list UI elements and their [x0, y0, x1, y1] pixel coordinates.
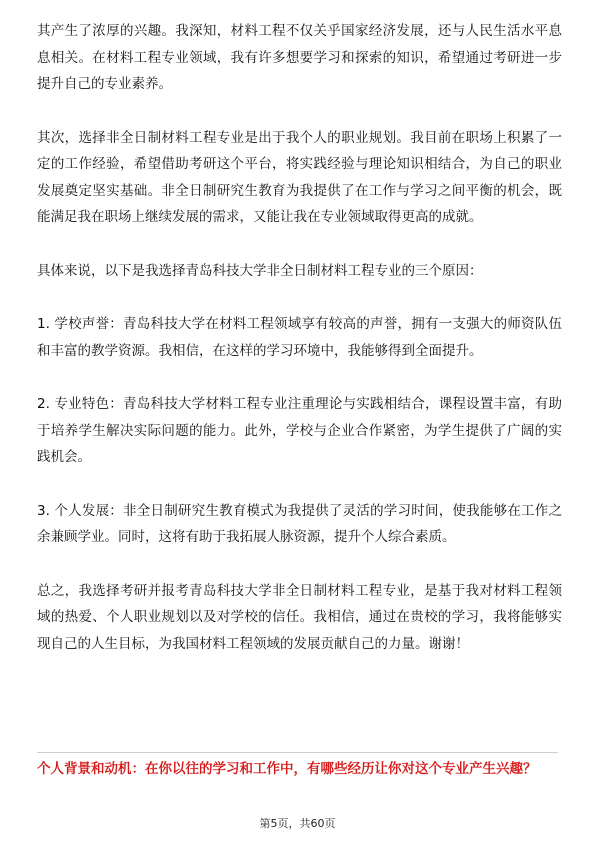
paragraph-conclusion: 总之，我选择考研并报考青岛科技大学非全日制材料工程专业，是基于我对材料工程领域的热爱、个人职业规划以及对学校的信任。我相信，通过在贵校的学习，我将能够实现自己的人生目标，为我国材料工程领域的发展贡献自己的力量。谢谢！ [37, 582, 562, 652]
page-number: 第5页，共60页 [259, 817, 336, 830]
reason-school-reputation: 1. 学校声誉：青岛科技大学在材料工程领域享有较高的声誉，拥有一支强大的师资队伍和丰富的教学资源。我相信，在这样的学习环境中，我能够得到全面提升。 [37, 316, 562, 359]
reason-personal-development: 3. 个人发展：非全日制研究生教育模式为我提供了灵活的学习时间，使我能够在工作之余兼顾学业。同时，这将有助于我拓展人脉资源，提升个人综合素质。 [37, 502, 562, 545]
reason-program-features: 2. 专业特色：青岛科技大学材料工程专业注重理论与实践相结合，课程设置丰富，有助于培养学生解决实际问题的能力。此外，学校与企业合作紧密，为学生提供了广阔的实践机会。 [37, 396, 562, 465]
paragraph-interest: 其产生了浓厚的兴趣。我深知，材料工程不仅关乎国家经济发展，还与人民生活水平息息相关。在材料工程专业领域，我有许多想要学习和探索的知识，希望通过考研进一步提升自己的专业素养。 [37, 23, 562, 92]
interview-question: 个人背景和动机：在你以往的学习和工作中，有哪些经历让你对这个专业产生兴趣？ [37, 761, 537, 777]
section-divider [37, 752, 558, 753]
body-text [37, 18, 562, 657]
paragraph-career-plan: 其次，选择非全日制材料工程专业是出于我个人的职业规划。我目前在职场上积累了一定的工作经验，希望借助考研这个平台，将实践经验与理论知识相结合，为自己的职业发展奠定坚实基础。非全日制研究生教育为我提供了在工作与学习之间平衡的机会，既能满足我在职场上继续发展的需求，又能让我在专业领域取得更高的成就。 [37, 129, 562, 225]
paragraph-reasons-intro: 具体来说，以下是我选择青岛科技大学非全日制材料工程专业的三个原因： [37, 262, 483, 279]
